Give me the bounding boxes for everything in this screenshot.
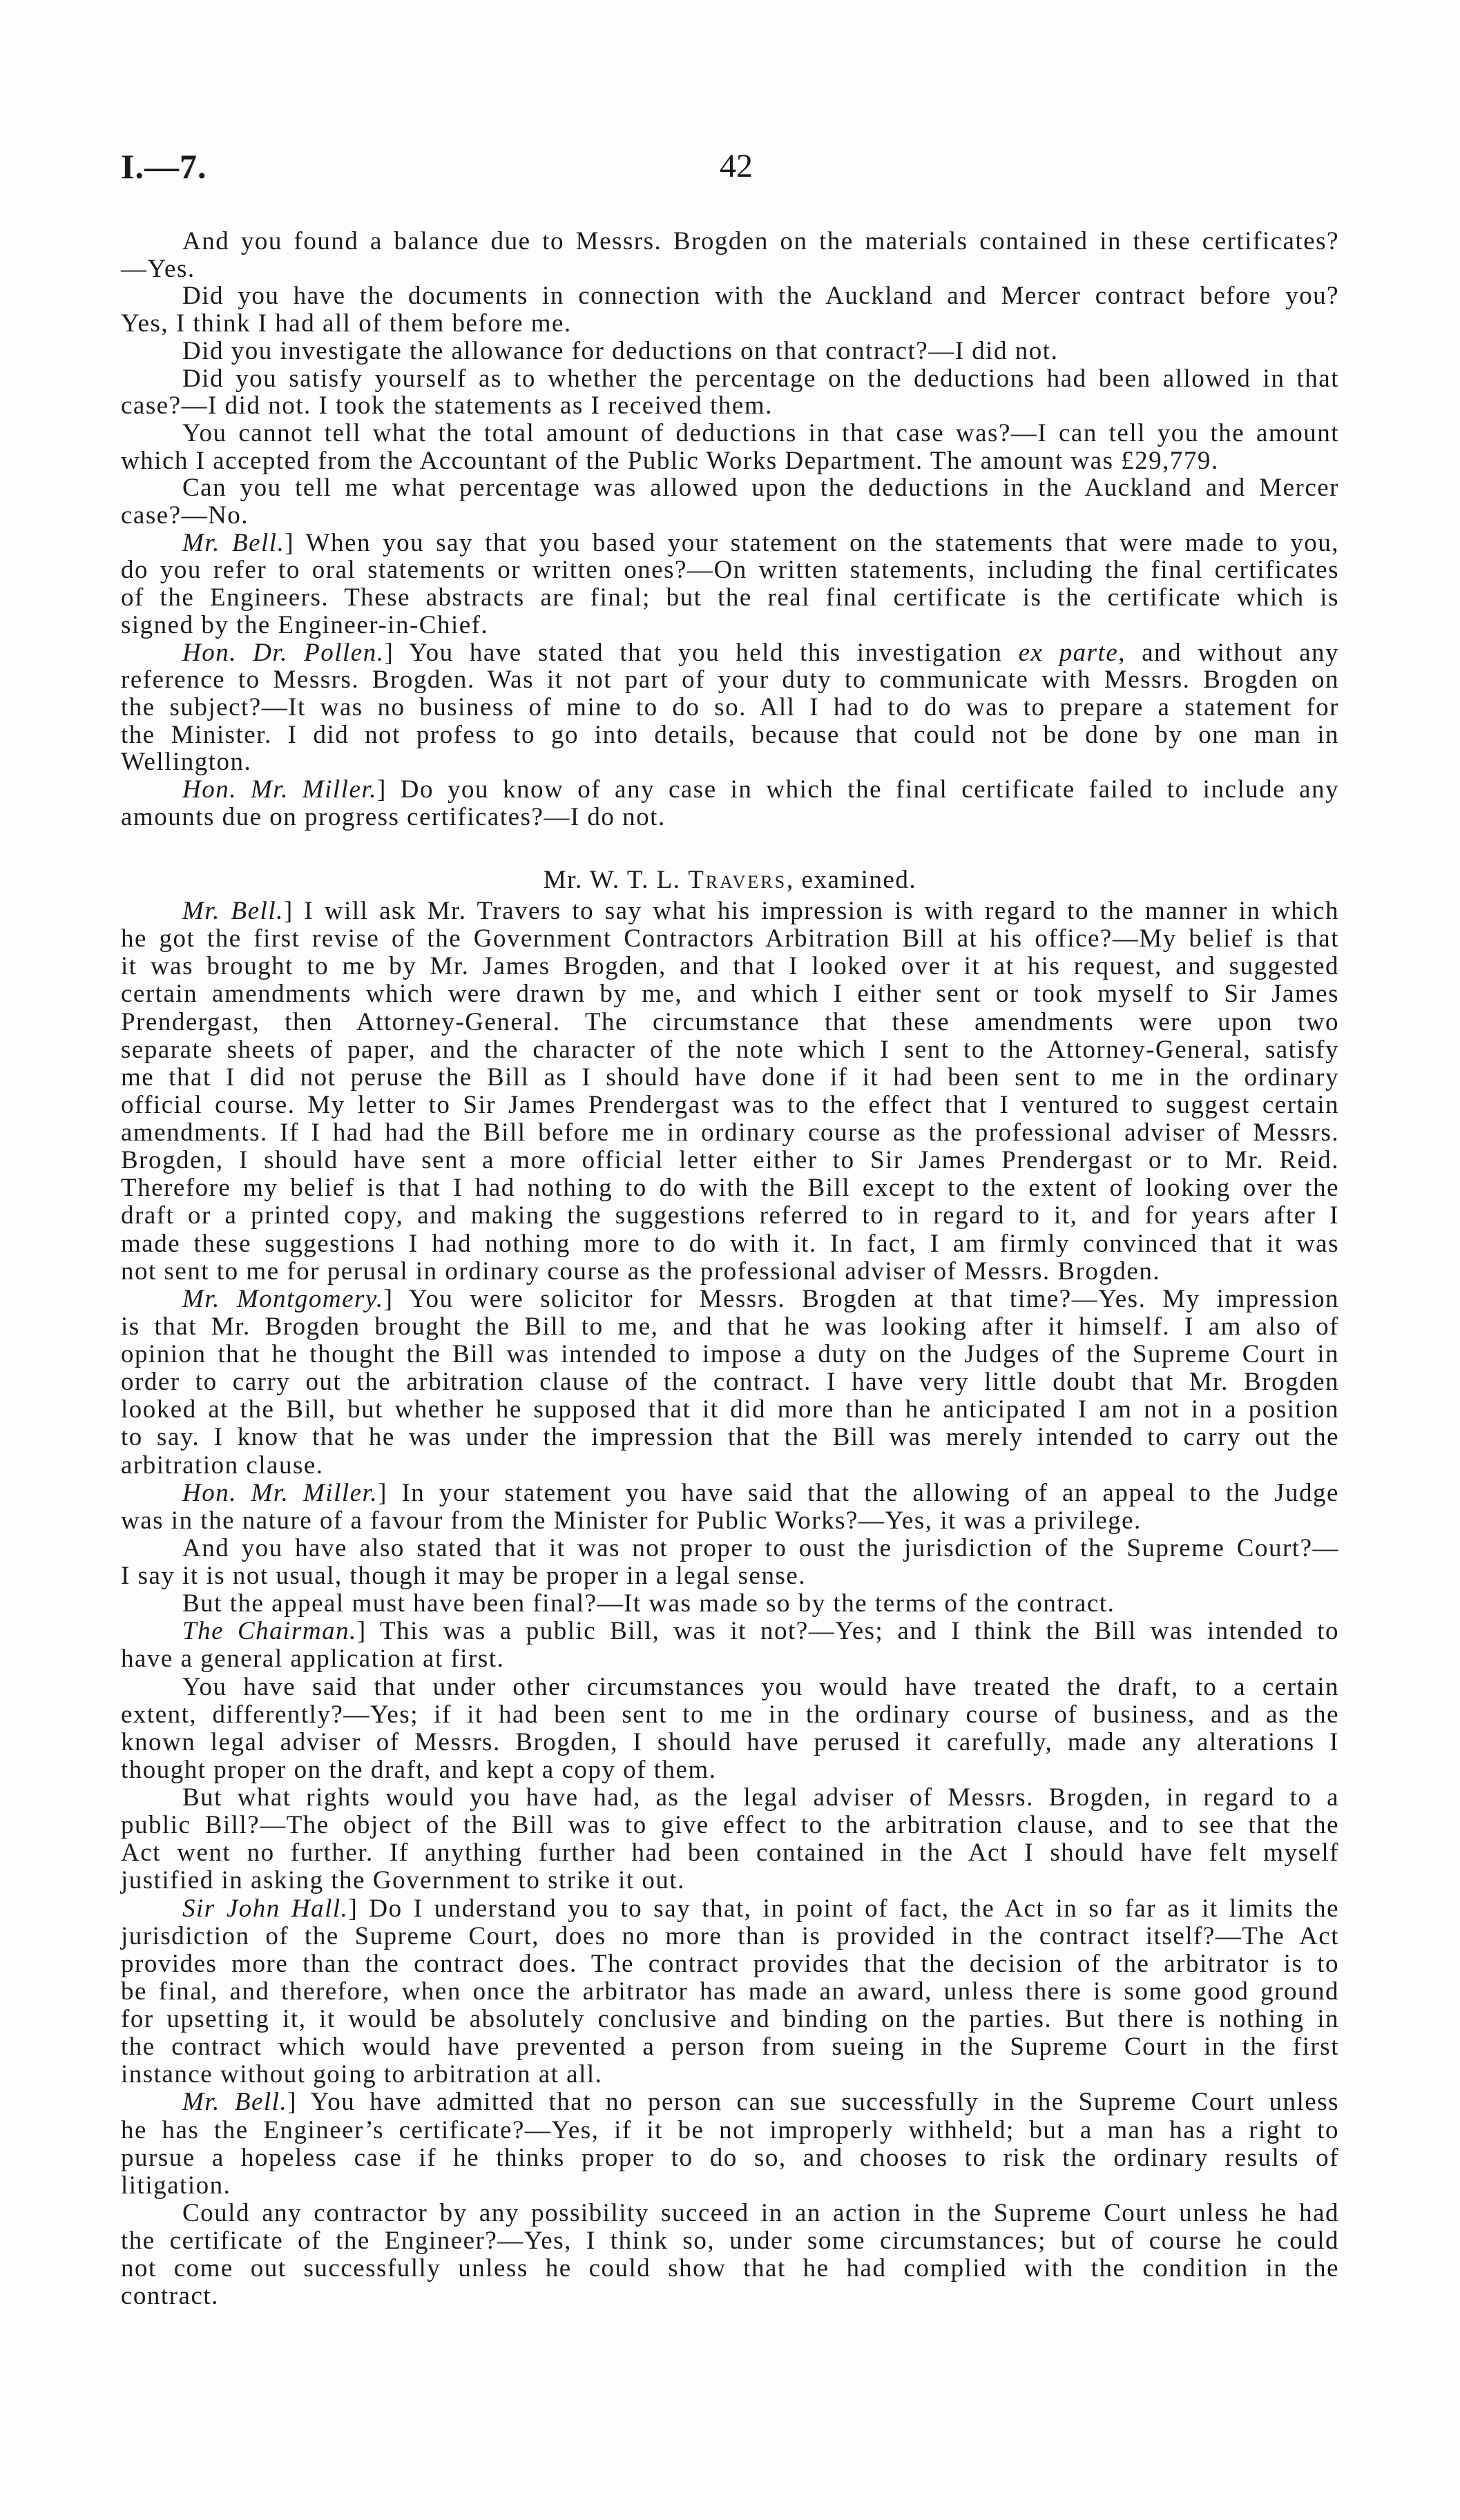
text-line: [121, 502, 1339, 530]
text-line: [121, 365, 1339, 393]
witness-name: Travers: [688, 866, 787, 894]
line-text: he has the Engineer’s certificate?—Yes, if it be not improperly withheld; but a man has a right to: [121, 2115, 1339, 2144]
text-line: [121, 584, 1339, 612]
text-line: [121, 2172, 1339, 2200]
line-text: extent, differently?—Yes; if it had been sent to me in the ordinary course of business, and as the: [121, 1700, 1339, 1729]
paragraph: [121, 1535, 1339, 1590]
line-text: order to carry out the arbitration clause of the contract. I have very little doubt that Mr. Brogden: [121, 1368, 1339, 1397]
speaker-name: Mr. Bell.: [182, 897, 284, 925]
text-line: [121, 1174, 1339, 1202]
line-text: looked at the Bill, but whether he supposed that it did more than he anticipated I am not in a position: [121, 1395, 1339, 1424]
paragraph: [121, 1590, 1339, 1618]
text-line: [121, 338, 1339, 365]
line-text: Brogden, I should have sent a more official letter either to Sir James Prendergast or to Mr. Reid.: [121, 1146, 1339, 1175]
text-line: [121, 1424, 1339, 1451]
line-text: And you have also stated that it was not proper to oust the jurisdiction of the Supreme Court?—: [182, 1533, 1339, 1562]
paragraph: [121, 338, 1339, 365]
line-text: draft or a printed copy, and making the suggestions referred to in regard to it, and for years after I: [121, 1201, 1339, 1230]
witness-heading-prefix: Mr. W. T. L.: [543, 866, 689, 894]
paragraph: [121, 1895, 1339, 2089]
line-text: certain amendments which were drawn by me, and which I either sent or took myself to Sir James: [121, 980, 1339, 1009]
text-line: [121, 1119, 1339, 1147]
text-line: [121, 612, 1339, 639]
line-text: Therefore my belief is that I had nothing to do with the Bill except to the extent of looking over the: [121, 1174, 1339, 1203]
line-text: ] Do you know of any case in which the final certificate failed to include any: [376, 775, 1339, 804]
text-line: [121, 1895, 1339, 1923]
text-line: [121, 1313, 1339, 1341]
text-line: [121, 1562, 1339, 1590]
text-line: [121, 1230, 1339, 1258]
page-number: 42: [720, 148, 753, 184]
text-line: [121, 925, 1339, 953]
line-text: public Bill?—The object of the Bill was to give effect to the arbitration clause, and to see that the: [121, 1811, 1339, 1840]
text-line: [121, 1812, 1339, 1839]
speaker-name: Hon. Dr. Pollen.: [182, 638, 385, 667]
line-text: was in the nature of a favour from the Minister for Public Works?—Yes, it was a privilege.: [121, 1506, 1142, 1535]
line-text: pursue a hopeless case if he thinks proper to do so, and chooses to risk the ordinary results of: [121, 2143, 1339, 2172]
line-text: contract.: [121, 2282, 219, 2311]
line-text: provides more than the contract does. The contract provides that the decision of the arbitrator is to: [121, 1949, 1339, 1978]
line-text: it was brought to me by Mr. James Brogden, and that I looked over it at his request, and suggested: [121, 952, 1339, 981]
line-text: me that I did not peruse the Bill as I should have done if it had been sent to me in the ordinary: [121, 1063, 1339, 1092]
text-line: [121, 2006, 1339, 2033]
text-line: [121, 255, 1339, 283]
text-line: [121, 721, 1339, 749]
text-line: [121, 1147, 1339, 1174]
speaker-name: Hon. Mr. Miller.: [182, 775, 377, 804]
text-line: [121, 1480, 1339, 1507]
text-line: [121, 639, 1339, 667]
text-line: [121, 1978, 1339, 2006]
line-text: You have said that under other circumstances you would have treated the draft, to a certain: [182, 1672, 1339, 1701]
text-line: [121, 1590, 1339, 1618]
text-line: [121, 1036, 1339, 1064]
text-line: [121, 1202, 1339, 1230]
paragraph: [121, 228, 1339, 282]
speaker-name: Mr. Bell.: [182, 528, 285, 557]
witness-heading-suffix: , examined.: [787, 866, 917, 894]
line-text: opinion that he thought the Bill was intended to impose a duty on the Judges of the Supreme Court in: [121, 1340, 1339, 1368]
text-line: [121, 474, 1339, 502]
line-text: arbitration clause.: [121, 1451, 324, 1480]
line-text: the contract which would have prevented a person from sueing in the Supreme Court in the first: [121, 2033, 1339, 2062]
text-line: [121, 2255, 1339, 2282]
text-line: [121, 980, 1339, 1008]
paragraph: [121, 2088, 1339, 2200]
line-text: to say. I know that he was under the impression that the Bill was merely intended to carry out the: [121, 1423, 1339, 1452]
paragraph: [121, 776, 1339, 831]
witness-heading: [121, 866, 1339, 894]
line-text: signed by the Engineer-in-Chief.: [121, 610, 489, 639]
paragraph: [121, 420, 1339, 474]
line-text: separate sheets of paper, and the character of the note which I sent to the Attorney-General, satisfy: [121, 1035, 1339, 1064]
line-text: thought proper on the draft, and kept a copy of them.: [121, 1755, 717, 1784]
text-line: [121, 2088, 1339, 2116]
line-text: Did you have the documents in connection with the Auckland and Mercer contract before you?: [182, 282, 1339, 311]
text-line: [121, 556, 1339, 584]
line-text: do you refer to oral statements or written ones?—On written statements, including the final certificates: [121, 556, 1339, 585]
text-line: [121, 2117, 1339, 2144]
line-text: Prendergast, then Attorney-General. The circumstance that these amendments were upon two: [121, 1007, 1339, 1036]
line-text: reference to Messrs. Brogden. Was it not part of your duty to communicate with Messrs. Brogden on: [121, 666, 1339, 695]
line-text: jurisdiction of the Supreme Court, does no more than is provided in the contract itself?—The Act: [121, 1921, 1339, 1950]
testimony-section-first: [121, 228, 1339, 831]
paragraph: [121, 2200, 1339, 2311]
speaker-name: Sir John Hall.: [182, 1894, 349, 1923]
line-text: litigation.: [121, 2171, 231, 2200]
speaker-name: Hon. Mr. Miller.: [182, 1478, 378, 1507]
text-line: [121, 2144, 1339, 2172]
text-line: [121, 228, 1339, 255]
line-text: Yes, I think I had all of them before me.: [121, 309, 572, 338]
line-text: , and without any: [1118, 638, 1340, 667]
line-text: ] Do I understand you to say that, in point of fact, the Act in so far as it limits the: [348, 1894, 1339, 1923]
text-line: [121, 666, 1339, 694]
line-text: —Yes.: [121, 254, 195, 283]
text-line: [121, 1092, 1339, 1119]
line-text: ] When you say that you based your statement on the statements that were made to you,: [285, 528, 1340, 557]
italic-text: ex parte: [1018, 638, 1119, 667]
line-text: instance without going to arbitration at all.: [121, 2060, 603, 2089]
paragraph: [121, 530, 1339, 639]
line-text: not sent to me for perusal in ordinary course as the professional adviser of Messrs. Brogden.: [121, 1257, 1161, 1286]
line-text: of the Engineers. These abstracts are final; but the real final certificate is the certificate which is: [121, 583, 1339, 612]
line-text: But the appeal must have been final?—It was made so by the terms of the contract.: [182, 1589, 1115, 1618]
paragraph: [121, 1784, 1339, 1895]
line-text: the Minister. I did not profess to go into details, because that could not be done by one man in: [121, 720, 1339, 749]
text-line: [121, 776, 1339, 804]
text-line: [121, 804, 1339, 831]
line-text: I say it is not usual, though it may be proper in a legal sense.: [121, 1562, 807, 1590]
paragraph: [121, 1286, 1339, 1480]
text-line: [121, 1341, 1339, 1368]
text-line: [121, 1009, 1339, 1036]
text-line: [121, 898, 1339, 925]
text-line: [121, 748, 1339, 776]
text-line: [121, 1839, 1339, 1867]
line-text: justified in asking the Government to strike it out.: [121, 1866, 685, 1895]
text-line: [121, 392, 1339, 420]
text-line: [121, 2227, 1339, 2255]
paragraph: [121, 282, 1339, 337]
line-text: ] In your statement you have said that the allowing of an appeal to the Judge: [378, 1478, 1339, 1507]
text-line: [121, 694, 1339, 721]
text-line: [121, 447, 1339, 475]
line-text: for upsetting it, it would be absolutely conclusive and binding on the parties. But there is nothing in: [121, 2005, 1339, 2033]
line-text: known legal adviser of Messrs. Brogden, I should have perused it carefully, made any alterations I: [121, 1727, 1339, 1756]
line-text: But what rights would you have had, as the legal adviser of Messrs. Brogden, in regard to a: [182, 1783, 1339, 1812]
line-text: not come out successfully unless he could show that he had complied with the condition in the: [121, 2254, 1339, 2283]
text-line: [121, 1701, 1339, 1729]
line-text: Did you investigate the allowance for deductions on that contract?—I did not.: [182, 336, 1059, 365]
line-text: ] You were solicitor for Messrs. Brogden at that time?—Yes. My impression: [383, 1284, 1339, 1313]
text-line: [121, 2033, 1339, 2061]
text-line: [121, 1923, 1339, 1950]
line-text: have a general application at first.: [121, 1645, 505, 1674]
line-text: which I accepted from the Accountant of the Public Works Department. The amount was £29,779.: [121, 446, 1219, 475]
line-text: ] This was a public Bill, was it not?—Yes; and I think the Bill was intended to: [356, 1617, 1339, 1646]
paragraph: [121, 365, 1339, 420]
line-text: ] You have stated that you held this investigation: [384, 638, 1019, 667]
line-text: amendments. If I had had the Bill before me in ordinary course as the professional adviser of Messrs.: [121, 1118, 1339, 1147]
text-line: [121, 1396, 1339, 1424]
line-text: made these suggestions I had nothing more to do with it. In fact, I am firmly convinced that it was: [121, 1229, 1339, 1258]
speaker-name: The Chairman.: [182, 1617, 357, 1646]
text-line: [121, 2061, 1339, 2088]
line-text: official course. My letter to Sir James Prendergast was to the effect that I ventured to suggest certain: [121, 1090, 1339, 1119]
line-text: case?—I did not. I took the statements as I received them.: [121, 391, 773, 420]
line-text: Could any contractor by any possibility succeed in an action in the Supreme Court unless he had: [182, 2198, 1339, 2227]
text-line: [121, 1507, 1339, 1535]
line-text: Act went no further. If anything further had been contained in the Act I should have felt myself: [121, 1839, 1339, 1868]
text-line: [121, 1618, 1339, 1645]
text-line: [121, 2200, 1339, 2227]
text-line: [121, 1064, 1339, 1092]
line-text: the certificate of the Engineer?—Yes, I think so, under some circumstances; but of course he could: [121, 2227, 1339, 2255]
speaker-name: Mr. Bell.: [182, 2088, 288, 2117]
paragraph: [121, 639, 1339, 777]
paragraph: [121, 898, 1339, 1286]
document-reference: I.—7.: [121, 147, 207, 186]
text-line: [121, 420, 1339, 447]
line-text: he got the first revise of the Government Contractors Arbitration Bill at his office?—My belief is that: [121, 924, 1339, 953]
text-line: [121, 1286, 1339, 1313]
text-line: [121, 1674, 1339, 1701]
text-line: [121, 1258, 1339, 1286]
paragraph: [121, 1674, 1339, 1785]
text-line: [121, 1452, 1339, 1480]
line-text: case?—No.: [121, 501, 249, 530]
text-line: [121, 1756, 1339, 1784]
paragraph: [121, 474, 1339, 529]
paragraph: [121, 1618, 1339, 1673]
text-line: [121, 310, 1339, 338]
text-line: [121, 1867, 1339, 1894]
text-line: [121, 1950, 1339, 1978]
line-text: be final, and therefore, when once the arbitrator has made an award, unless there is some good ground: [121, 1977, 1339, 2006]
text-line: [121, 1535, 1339, 1562]
text-line: [121, 530, 1339, 557]
testimony-section-travers: [121, 898, 1339, 2310]
line-text: ] I will ask Mr. Travers to say what his impression is with regard to the manner in which: [283, 897, 1339, 925]
line-text: And you found a balance due to Messrs. Brogden on the materials contained in these certificates?: [182, 227, 1339, 255]
line-text: is that Mr. Brogden brought the Bill to me, and that he was looking after it himself. I am also of: [121, 1312, 1339, 1341]
line-text: the subject?—It was no business of mine to do so. All I had to do was to prepare a statement for: [121, 692, 1339, 721]
line-text: Wellington.: [121, 748, 252, 777]
line-text: Can you tell me what percentage was allowed upon the deductions in the Auckland and Mercer: [182, 474, 1339, 503]
speaker-name: Mr. Montgomery.: [182, 1284, 384, 1313]
text-line: [121, 1784, 1339, 1812]
text-line: [121, 1729, 1339, 1756]
text-line: [121, 1645, 1339, 1673]
text-line: [121, 1368, 1339, 1396]
line-text: amounts due on progress certificates?—I do not.: [121, 802, 666, 831]
line-text: ] You have admitted that no person can sue successfully in the Supreme Court unless: [287, 2088, 1340, 2117]
line-text: Did you satisfy yourself as to whether the percentage on the deductions had been allowed in that: [182, 364, 1339, 393]
text-line: [121, 2282, 1339, 2310]
text-line: [121, 953, 1339, 980]
text-line: [121, 282, 1339, 310]
paragraph: [121, 1480, 1339, 1535]
line-text: You cannot tell what the total amount of deductions in that case was?—I can tell you the amount: [182, 418, 1339, 447]
